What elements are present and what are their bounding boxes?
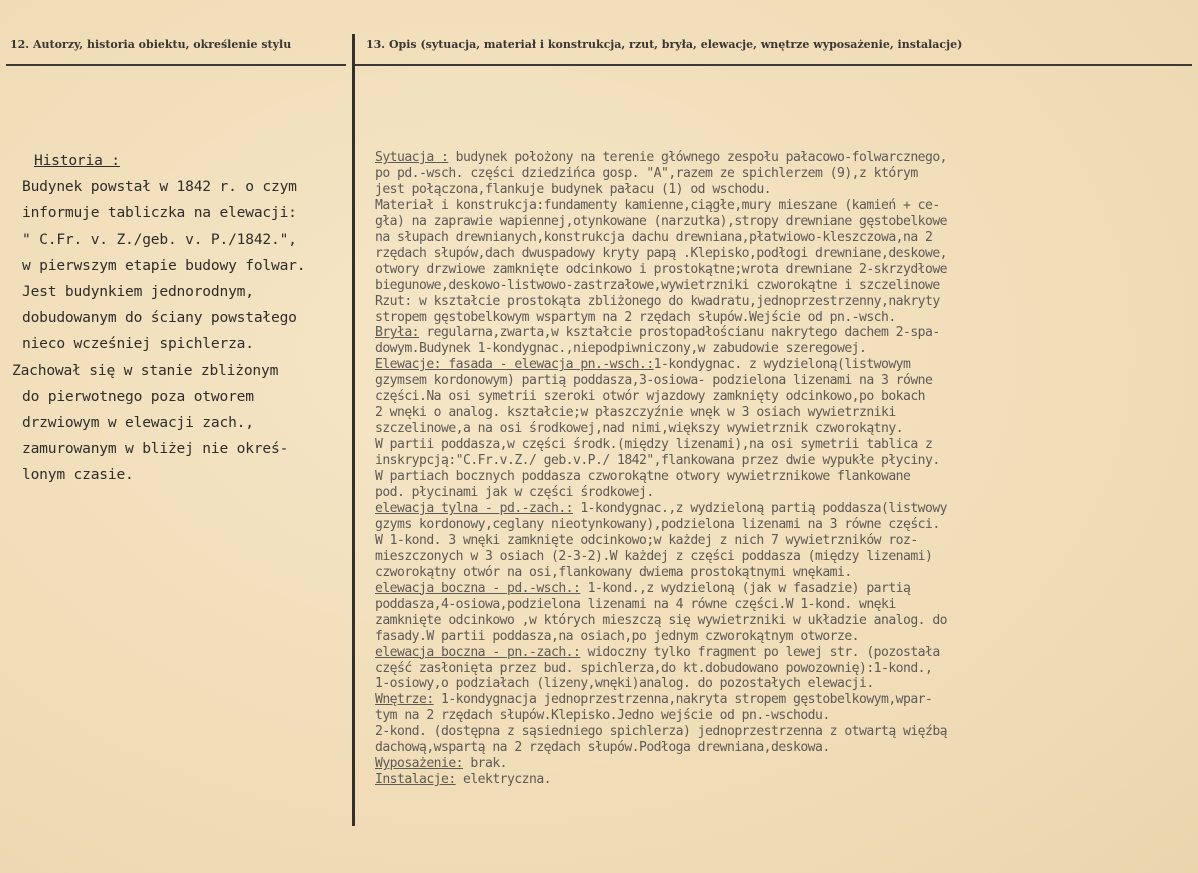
- description-line: części.Na osi symetrii szeroki otwór wjazdowy zamknięty odcinkowo,po bokach: [375, 389, 925, 405]
- description-line: [375, 150, 1190, 166]
- description-line: gła) na zaprawie wapiennej,otynkowane (narzutka),stropy drewniane gęstobelkowe: [375, 213, 947, 229]
- description-line: na słupach drewnianych,konstrukcja dachu drewniana,płatwiowo-kleszczowa,na 2: [375, 229, 933, 245]
- description-line: 2-kond. (dostępna z sąsiedniego spichlerza) jednoprzestrzenna z otwartą więźbą: [375, 724, 947, 740]
- history-line: dobudowanym do ściany powstałego: [22, 309, 297, 327]
- description-line: gzyms kordonowy,ceglany nieotynkowany),podzielona lizenami na 3 równe części.: [375, 516, 940, 532]
- description-line: jest połączona,flankuje budynek pałacu (1) od wschodu.: [375, 181, 771, 197]
- description-line: W partiach bocznych poddasza czworokątne otwory wywietrznikowe flankowane: [375, 469, 911, 485]
- description-line: 1-osiowy,o podziałach (lizeny,wnęki)analog. do pozostałych elewacji.: [375, 676, 874, 692]
- history-line: drzwiowym w elewacji zach.,: [22, 414, 254, 432]
- description-line: [375, 501, 1190, 517]
- description-line: po pd.-wsch. części dziedzińca gosp. "A",razem ze spichlerzem (9),z którym: [375, 165, 918, 181]
- description-line: fasady.W partii poddasza,na osiach,po jednym czworokątnym otworze.: [375, 628, 859, 644]
- history-line: " C.Fr. v. Z./geb. v. P./1842.",: [22, 230, 297, 248]
- description-line: inskrypcją:"C.Fr.v.Z./ geb.v.P./ 1842",flankowana przez dwie wypukłe płyciny.: [375, 453, 940, 469]
- description-line: dachową,wspartą na 2 rzędach słupów.Podłoga drewniana,deskowa.: [375, 740, 830, 756]
- description-text: 1-kondygnacja jednoprzestrzenna,nakryta stropem gęstobelkowym,wpar-: [433, 692, 933, 708]
- description-line: gzymsem kordonowym) partią poddasza,3-osiowa- podzielona lizenami na 3 równe: [375, 373, 933, 389]
- description-line: stropem gęstobelkowym wspartym na 2 rzędach słupów.Wejście od pn.-wsch.: [375, 309, 896, 325]
- description-line: poddasza,4-osiowa,podzielona lizenami na 4 równe części.W 1-kond. wnęki: [375, 596, 896, 612]
- column-divider: [352, 34, 355, 826]
- description-line: [375, 692, 1190, 708]
- description-text: budynek położony na terenie głównego zespołu pałacowo-folwarcznego,: [448, 150, 947, 165]
- description-line: [375, 325, 1190, 341]
- description-line: Rzut: w kształcie prostokąta zbliżonego do kwadratu,jednoprzestrzenny,nakryty: [375, 293, 940, 309]
- description-line: [375, 756, 1190, 772]
- history-line: zamurowanym w bliżej nie okreś-: [22, 440, 289, 458]
- installations-label: Instalacje:: [375, 772, 456, 788]
- interior-label: Wnętrze:: [375, 692, 434, 708]
- section-12-header: 12. Autorzy, historia obiektu, określenie stylu: [10, 38, 292, 51]
- header-divider-right: [354, 64, 1192, 66]
- description-line: mieszczonych w 3 osiach (2-3-2).W każdej z części poddasza (między lizenami): [375, 548, 933, 564]
- description-line: tym na 2 rzędach słupów.Klepisko.Jedno wejście od pn.-wschodu.: [375, 708, 830, 724]
- description-text: widoczny tylko fragment po lewej str. (pozostała: [580, 644, 940, 660]
- description-section: [375, 150, 1190, 788]
- rear-elevation-label: elewacja tylna - pd.-zach.:: [375, 500, 573, 516]
- description-line: [375, 772, 1190, 788]
- history-heading: Historia :: [34, 152, 120, 169]
- description-line: szczelinowe,a na osi środkowej,nad nimi,większy wywietrznik czworokątny.: [375, 421, 903, 437]
- history-section: [12, 148, 350, 489]
- description-line: dowym.Budynek 1-kondygnac.,niepodpiwniczony,w zabudowie szeregowej.: [375, 341, 867, 357]
- history-line: informuje tabliczka na elewacji:: [22, 204, 297, 222]
- description-text: 1-kondygnac. z wydzieloną(listwowym: [653, 357, 911, 373]
- body-label: Bryła:: [375, 325, 419, 341]
- equipment-label: Wyposażenie:: [375, 756, 463, 772]
- history-line: Jest budynkiem jednorodnym,: [22, 283, 254, 301]
- description-line: część zasłonięta przez bud. spichlerza,do kt.dobudowano powozownię):1-kond.,: [375, 660, 933, 676]
- description-line: Materiał i konstrukcja:fundamenty kamienne,ciągłe,mury mieszane (kamień + ce-: [375, 197, 940, 213]
- description-line: biegunowe,deskowo-listwowo-zastrzałowe,wywietrzniki czworokątne i szczelinowe: [375, 277, 940, 293]
- description-text: regularna,zwarta,w kształcie prostopadłościanu nakrytego dachem 2-spa-: [419, 325, 940, 341]
- situation-label: Sytuacja :: [375, 150, 449, 165]
- description-line: zamknięte odcinkowo ,w których mieszczą się wywietrzniki w układzie analog. do: [375, 612, 947, 628]
- description-line: [375, 645, 1190, 661]
- description-line: W partii poddasza,w części środk.(między lizenami),na osi symetrii tablica z: [375, 437, 933, 453]
- elevations-label: Elewacje: fasada - elewacja pn.-wsch.:: [375, 357, 654, 373]
- side-elevation-nw-label: elewacja boczna - pn.-zach.:: [375, 644, 581, 660]
- description-line: [375, 581, 1190, 597]
- history-line: Zachował się w stanie zbliżonym: [12, 361, 279, 379]
- history-line: do pierwotnego poza otworem: [22, 387, 254, 405]
- section-13-header: 13. Opis (sytuacja, materiał i konstrukcja, rzut, bryła, elewacje, wnętrze wyposażenie, instalacje): [366, 38, 963, 51]
- history-line: nieco wcześniej spichlerza.: [22, 335, 254, 353]
- history-line: Budynek powstał w 1842 r. o czym: [22, 178, 297, 196]
- description-line: W 1-kond. 3 wnęki zamknięte odcinkowo;w każdej z nich 7 wywietrzników roz-: [375, 532, 918, 548]
- description-text: brak.: [463, 756, 507, 772]
- history-line: lonym czasie.: [22, 466, 134, 484]
- description-line: czworokątny otwór na osi,flankowany dwiema prostokątnymi wnękami.: [375, 564, 852, 580]
- header-divider-left: [6, 64, 346, 66]
- description-line: rzędach słupów,dach dwuspadowy kryty papą .Klepisko,podłogi drewniane,deskowe,: [375, 245, 947, 261]
- history-line: w pierwszym etapie budowy folwar.: [22, 256, 306, 274]
- description-line: pod. płycinami jak w części środkowej.: [375, 485, 654, 501]
- description-text: 1-kondygnac.,z wydzieloną partią poddasza(listwowy: [573, 500, 947, 516]
- description-line: 2 wnęki o analog. kształcie;w płaszczyźnie wnęk w 3 osiach wywietrzniki: [375, 405, 896, 421]
- side-elevation-se-label: elewacja boczna - pd.-wsch.:: [375, 580, 581, 596]
- description-text: elektryczna.: [455, 772, 552, 788]
- description-line: [375, 357, 1190, 373]
- description-line: otwory drzwiowe zamknięte odcinkowo i prostokątne;wrota drewniane 2-skrzydłowe: [375, 261, 947, 277]
- description-text: 1-kond.,z wydzieloną (jak w fasadzie) partią: [580, 580, 911, 596]
